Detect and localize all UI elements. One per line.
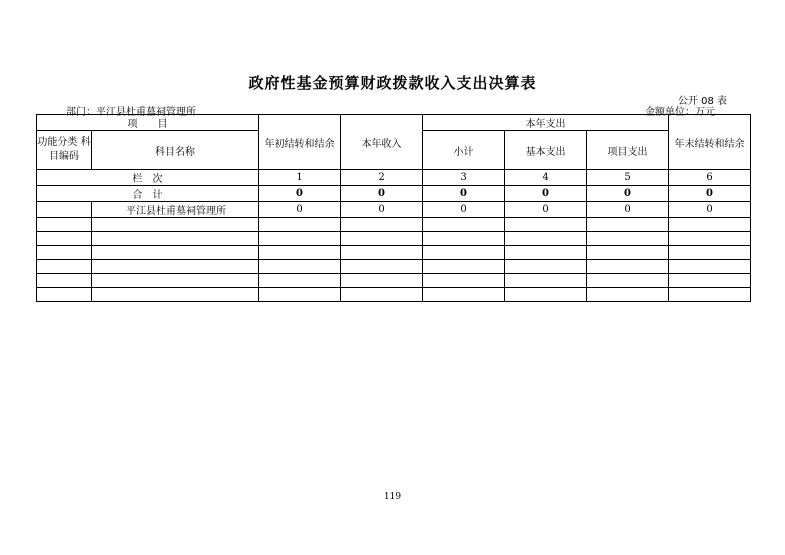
- column-index-cell: 6: [669, 170, 751, 186]
- column-index-cell: 3: [423, 170, 505, 186]
- header-code: 功能分类 科目编码: [37, 131, 92, 170]
- total-cell: 0: [587, 186, 669, 202]
- page-number: 119: [383, 492, 402, 502]
- header-project: 项目支出: [587, 131, 669, 170]
- total-cell: 0: [341, 186, 423, 202]
- row-cell: 0: [341, 202, 423, 218]
- row-cell: 0: [423, 202, 505, 218]
- amount-unit-label: 金额单位：万元: [645, 107, 715, 118]
- row-subject-name: 平江县杜甫墓祠管理所: [92, 202, 259, 218]
- empty-row: [37, 218, 751, 232]
- header-subject-name: 科目名称: [92, 131, 259, 170]
- total-cell: 0: [259, 186, 341, 202]
- header-end-balance: 年末结转和结余: [669, 115, 751, 170]
- form-number: 公开 08 表: [677, 96, 727, 107]
- row-cell: 0: [669, 202, 751, 218]
- row-cell: 0: [505, 202, 587, 218]
- total-cell: 0: [505, 186, 587, 202]
- row-cell: 0: [259, 202, 341, 218]
- table-row: [37, 202, 751, 218]
- header-subtotal: 小计: [423, 131, 505, 170]
- empty-row: [37, 260, 751, 274]
- header-row-1: [37, 115, 751, 131]
- empty-row: [37, 246, 751, 260]
- empty-row: [37, 232, 751, 246]
- row-code: [37, 202, 92, 218]
- total-cell: 0: [423, 186, 505, 202]
- row-cell: 0: [587, 202, 669, 218]
- empty-row: [37, 274, 751, 288]
- page-title: 政府性基金预算财政拨款收入支出决算表: [248, 74, 537, 92]
- total-row: [37, 186, 751, 202]
- column-index-cell: 5: [587, 170, 669, 186]
- column-index-cell: 2: [341, 170, 423, 186]
- header-basic: 基本支出: [505, 131, 587, 170]
- column-index-cell: 4: [505, 170, 587, 186]
- budget-table: [36, 114, 751, 302]
- column-index-label: 栏 次: [37, 170, 259, 186]
- column-index-row: [37, 170, 751, 186]
- header-item: 项 目: [37, 115, 259, 131]
- header-income: 本年收入: [341, 115, 423, 170]
- total-label: 合 计: [37, 186, 259, 202]
- column-index-cell: 1: [259, 170, 341, 186]
- header-expenditure: 本年支出: [423, 115, 669, 131]
- header-begin-balance: 年初结转和结余: [259, 115, 341, 170]
- empty-row: [37, 288, 751, 302]
- department-label: 部门：平江县杜甫墓祠管理所: [66, 107, 196, 118]
- total-cell: 0: [669, 186, 751, 202]
